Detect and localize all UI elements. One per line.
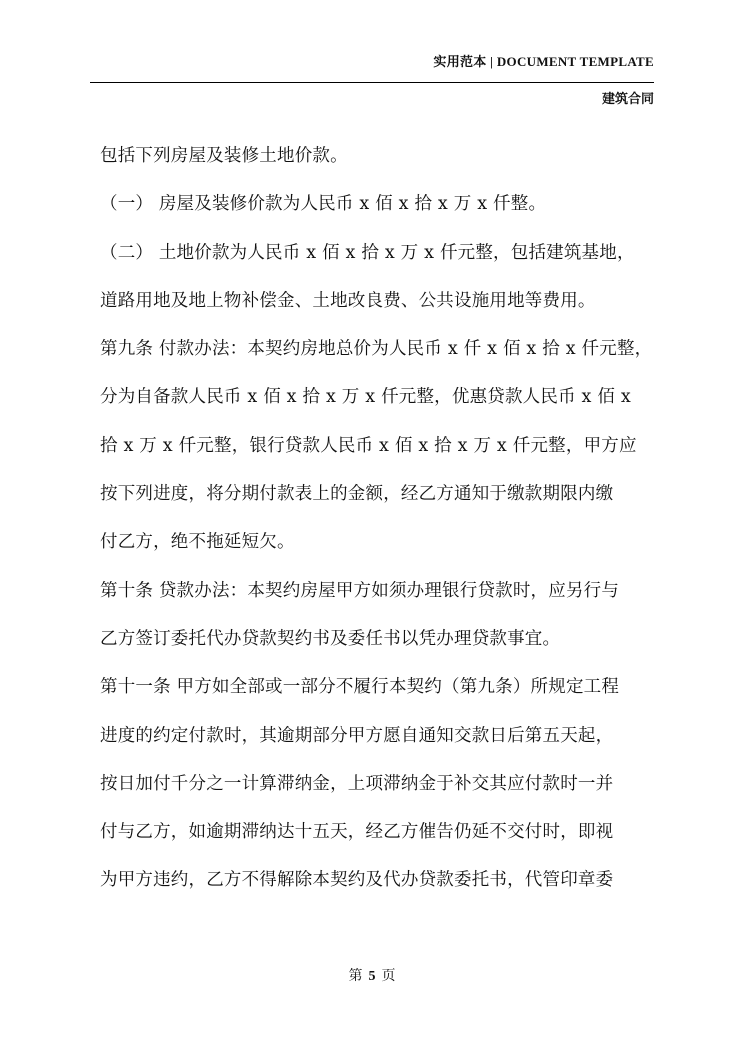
body-text bbox=[100, 136, 660, 909]
body-line: 分为自备款人民币 x 佰 x 拾 x 万 x 仟元整，优惠贷款人民币 x 佰 x bbox=[100, 387, 631, 408]
body-line: 第十条 贷款办法：本契约房屋甲方如须办理银行贷款时，应另行与 bbox=[100, 580, 620, 601]
body-line: 付乙方，绝不拖延短欠。 bbox=[100, 532, 295, 553]
page-number: 5 bbox=[368, 969, 376, 984]
body-line: 道路用地及地上物补偿金、土地改良费、公共设施用地等费用。 bbox=[100, 290, 596, 311]
page-prefix: 第 bbox=[348, 968, 363, 984]
header-title: 实用范本 | DOCUMENT TEMPLATE bbox=[433, 54, 654, 69]
page-suffix: 页 bbox=[381, 968, 396, 984]
body-line: 拾 x 万 x 仟元整，银行贷款人民币 x 佰 x 拾 x 万 x 仟元整，甲方应 bbox=[100, 435, 637, 456]
body-line: 乙方签订委托代办贷款契约书及委任书以凭办理贷款事宜。 bbox=[100, 628, 561, 649]
header-divider bbox=[90, 82, 654, 83]
body-line: 按日加付千分之一计算滞纳金，上项滞纳金于补交其应付款时一并 bbox=[100, 773, 614, 794]
body-line: 付与乙方，如逾期滞纳达十五天，经乙方催告仍延不交付时，即视 bbox=[100, 822, 614, 843]
body-line: 第九条 付款办法：本契约房地总价为人民币 x 仟 x 佰 x 拾 x 仟元整， bbox=[100, 339, 653, 360]
body-line: 第十一条 甲方如全部或一部分不履行本契约（第九条）所规定工程 bbox=[100, 677, 620, 698]
body-line: （一） 房屋及装修价款为人民币 x 佰 x 拾 x 万 x 仟整。 bbox=[100, 194, 547, 215]
header-subtitle: 建筑合同 bbox=[601, 92, 654, 107]
body-line: （二） 土地价款为人民币 x 佰 x 拾 x 万 x 仟元整，包括建筑基地， bbox=[100, 242, 635, 263]
page-footer bbox=[0, 965, 744, 985]
body-line: 进度的约定付款时，其逾期部分甲方愿自通知交款日后第五天起， bbox=[100, 725, 614, 746]
body-line: 为甲方违约，乙方不得解除本契约及代办贷款委托书，代管印章委 bbox=[100, 870, 614, 891]
body-line: 按下列进度，将分期付款表上的金额，经乙方通知于缴款期限内缴 bbox=[100, 484, 614, 505]
body-line: 包括下列房屋及装修土地价款。 bbox=[100, 146, 348, 166]
